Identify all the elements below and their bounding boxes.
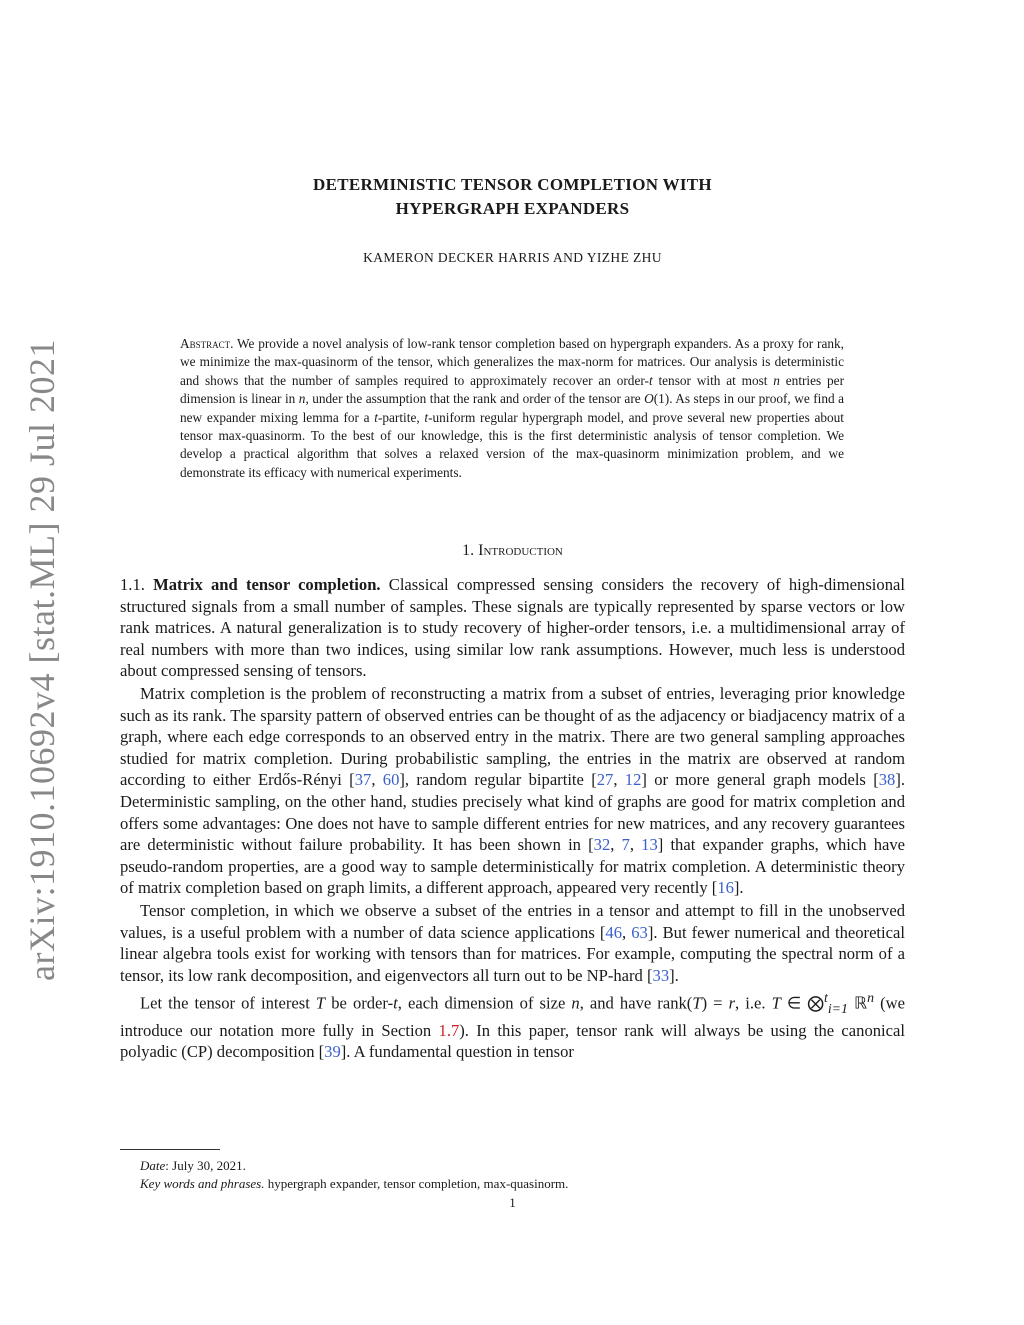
footnotes [120,1157,905,1192]
paragraph-3: Tensor completion, in which we observe a subset of the entries in a tensor and attempt to fill in the unobserved values, is a useful problem with a number of data science applications [46, 63]. But fewer numerical and theoretical linear algebra tools exist for working with tensors than for matrices. For example, computing the spectral norm of a tensor, its low rank decomposition, and eigenvectors all turn out to be NP-hard [33]. [120,900,905,985]
citation-link[interactable]: 16 [717,878,734,898]
citation-link[interactable]: 12 [624,770,642,790]
title-line-2: HYPERGRAPH EXPANDERS [395,199,630,218]
abstract: Abstract. We provide a novel analysis of low-rank tensor completion based on hypergraph expanders. As a proxy for rank, we minimize the max-quasinorm of the tensor, which generalizes the max-norm for matrices. Our analysis is deterministic and shows that the number of samples required to approximately recover an order-t tensor with at most n entries per dimension is linear in n, under the assumption that the rank and order of the tensor are O(1). As steps in our proof, we find a new expander mixing lemma for a t-partite, t-uniform regular hypergraph model, and prove several new properties about tensor max-quasinorm. To the best of our knowledge, this is the first deterministic analysis of tensor completion. We develop a practical algorithm that solves a relaxed version of the max-quasinorm minimization problem, and we demonstrate its efficacy with numerical experiments. [180,336,845,480]
subsection-title: Matrix and tensor completion. [153,575,381,594]
section-heading-introduction [120,542,905,560]
paragraph-1: 1.1. Matrix and tensor completion. Classical compressed sensing considers the recovery of high-dimensional structured signals from a small number of samples. These signals are typically represented by sparse vectors or low rank matrices. A natural generalization is to study recovery of higher-order tensors, i.e. a multidimensional array of real numbers with more than two indices, using similar low rank assumptions. However, much less is understood about compressed sensing of tensors. [120,575,905,681]
citation-link[interactable]: 32 [593,835,611,855]
citation-link[interactable]: 37 [354,770,372,790]
arxiv-identifier-text: arXiv:1910.10692v4 [stat.ML] 29 Jul 2021 [22,339,63,981]
paragraph-4: Let the tensor of interest T be order-t, each dimension of size n, and have rank(T) = r, i.e. T ∈ ⨂$^t_{i=1}$ ℝ$^n$ (we introduce our notation more fully in Section 1.7). In this paper, tensor rank will always be using the canonical polyadic (CP) decomposition [39]. A fundamental question in tensor [120,990,906,1062]
paper-title [120,173,905,221]
page-number: 1 [509,1195,516,1210]
citation-link[interactable]: 13 [641,835,658,855]
paragraph-2: Matrix completion is the problem of reconstructing a matrix from a subset of entries, leveraging prior knowledge such as its rank. The sparsity pattern of observed entries can be thought of as the adjacency or biadjacency matrix of a graph, where each edge corresponds to an observed entry in the matrix. There are two general sampling approaches studied for matrix completion. During probabilistic sampling, the entries in the matrix are observed at random according to either Erdős-Rényi [37, 60], random regular bipartite [27, 12] or more general graph models [38]. Deterministic sampling, on the other hand, studies precisely what kind of graphs are good for matrix completion and offers some advantages: One does not have to sample different entries for new matrices, and any recovery guarantees are deterministic without failure probability. It has been shown in [32, 7, 13] that expander graphs, which have pseudo-random properties, are a good way to sample deterministically for matrix completion. A deterministic theory of matrix completion based on graph limits, a different approach, appeared very recently [16]. [120,683,906,898]
title-line-1: DETERMINISTIC TENSOR COMPLETION WITH [313,175,712,194]
citation-link[interactable]: 39 [324,1042,341,1062]
citation-link[interactable]: 7 [621,835,630,855]
citation-link[interactable]: 33 [652,965,670,985]
body-text [120,574,905,1063]
section-title: Introduction [478,542,563,559]
footnote-divider [120,1149,220,1150]
citation-link[interactable]: 38 [878,770,896,790]
citation-link[interactable]: 46 [605,922,622,942]
footnote-date: Date: July 30, 2021. [140,1158,246,1173]
footnote-keywords: Key words and phrases. hypergraph expander, tensor completion, max-quasinorm. [140,1175,569,1191]
citation-link[interactable]: 63 [631,922,648,942]
arxiv-identifier-stamp [14,339,70,981]
citation-link[interactable]: 60 [382,770,400,790]
section-number: 1. [462,542,475,559]
abstract-label: Abstract. [180,336,234,351]
section-reference-link[interactable]: 1.7 [438,1020,460,1040]
citation-link[interactable]: 27 [596,770,614,790]
subsection-number: 1.1. [120,575,145,594]
paper-authors: KAMERON DECKER HARRIS AND YIZHE ZHU [363,250,662,265]
